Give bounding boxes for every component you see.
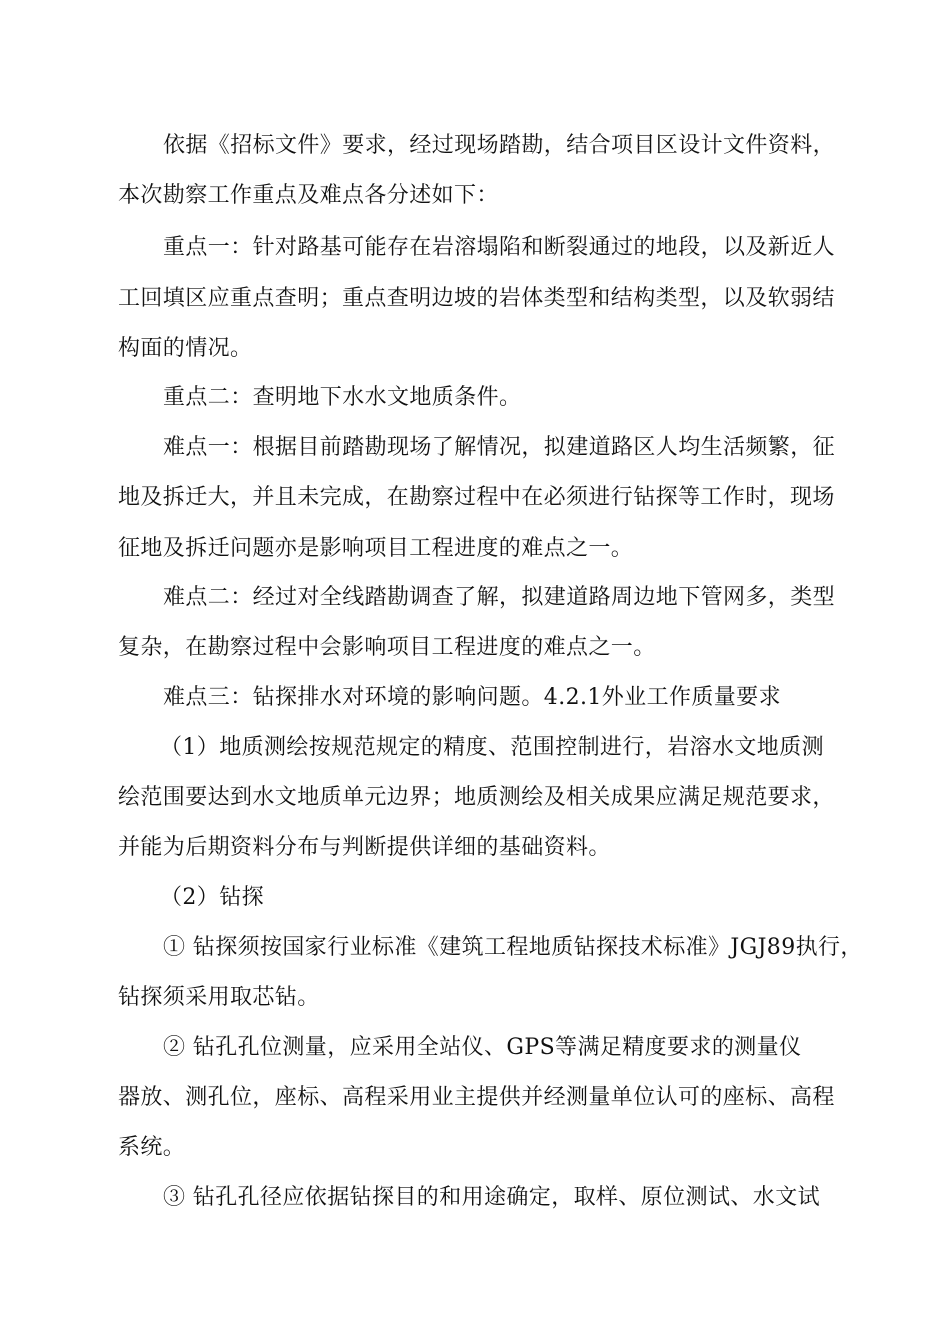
- drilling-item-1-line-2: 钻探须采用取芯钻。: [118, 985, 320, 1010]
- key-point-2-line-1: 重点二：查明地下水水文地质条件。: [163, 385, 522, 410]
- drilling-item-2-line-3: 系统。: [118, 1135, 186, 1160]
- drilling-item-3-line-1: ③ 钻孔孔径应依据钻探目的和用途确定，取样、原位测试、水文试: [163, 1185, 820, 1210]
- difficulty-1-line-2: 地及拆迁大，并且未完成，在勘察过程中在必须进行钻探等工作时，现场: [118, 485, 835, 510]
- difficulty-3-line-1: 难点三：钻探排水对环境的影响问题。4.2.1外业工作质量要求: [163, 685, 781, 710]
- requirement-2-heading: （2）钻探: [160, 885, 264, 910]
- difficulty-2-line-2: 复杂，在勘察过程中会影响项目工程进度的难点之一。: [118, 635, 656, 660]
- paragraph-intro-line-1: 依据《招标文件》要求，经过现场踏勘，结合项目区设计文件资料，: [163, 133, 836, 158]
- difficulty-1-line-3: 征地及拆迁问题亦是影响项目工程进度的难点之一。: [118, 536, 634, 561]
- drilling-item-2-line-1: ② 钻孔孔位测量，应采用全站仪、GPS等满足精度要求的测量仪: [163, 1035, 802, 1060]
- key-point-1-line-3: 构面的情况。: [118, 336, 253, 361]
- key-point-1-line-1: 重点一：针对路基可能存在岩溶塌陷和断裂通过的地段，以及新近人: [163, 235, 836, 260]
- requirement-1-line-1: （1）地质测绘按规范规定的精度、范围控制进行，岩溶水文地质测: [160, 735, 824, 760]
- drilling-item-2-line-2: 器放、测孔位，座标、高程采用业主提供并经测量单位认可的座标、高程: [118, 1085, 835, 1110]
- requirement-1-line-2: 绘范围要达到水文地质单元边界；地质测绘及相关成果应满足规范要求，: [118, 785, 835, 810]
- difficulty-2-line-1: 难点二：经过对全线踏勘调查了解，拟建道路周边地下管网多，类型: [163, 585, 836, 610]
- paragraph-intro-line-2: 本次勘察工作重点及难点各分述如下：: [118, 183, 499, 208]
- requirement-1-line-3: 并能为后期资料分布与判断提供详细的基础资料。: [118, 835, 611, 860]
- drilling-item-1-line-1: ① 钻探须按国家行业标准《建筑工程地质钻探技术标准》JGJ89执行，: [163, 935, 863, 960]
- key-point-1-line-2: 工回填区应重点查明；重点查明边坡的岩体类型和结构类型，以及软弱结: [118, 286, 835, 311]
- difficulty-1-line-1: 难点一：根据目前踏勘现场了解情况，拟建道路区人均生活频繁，征: [163, 435, 836, 460]
